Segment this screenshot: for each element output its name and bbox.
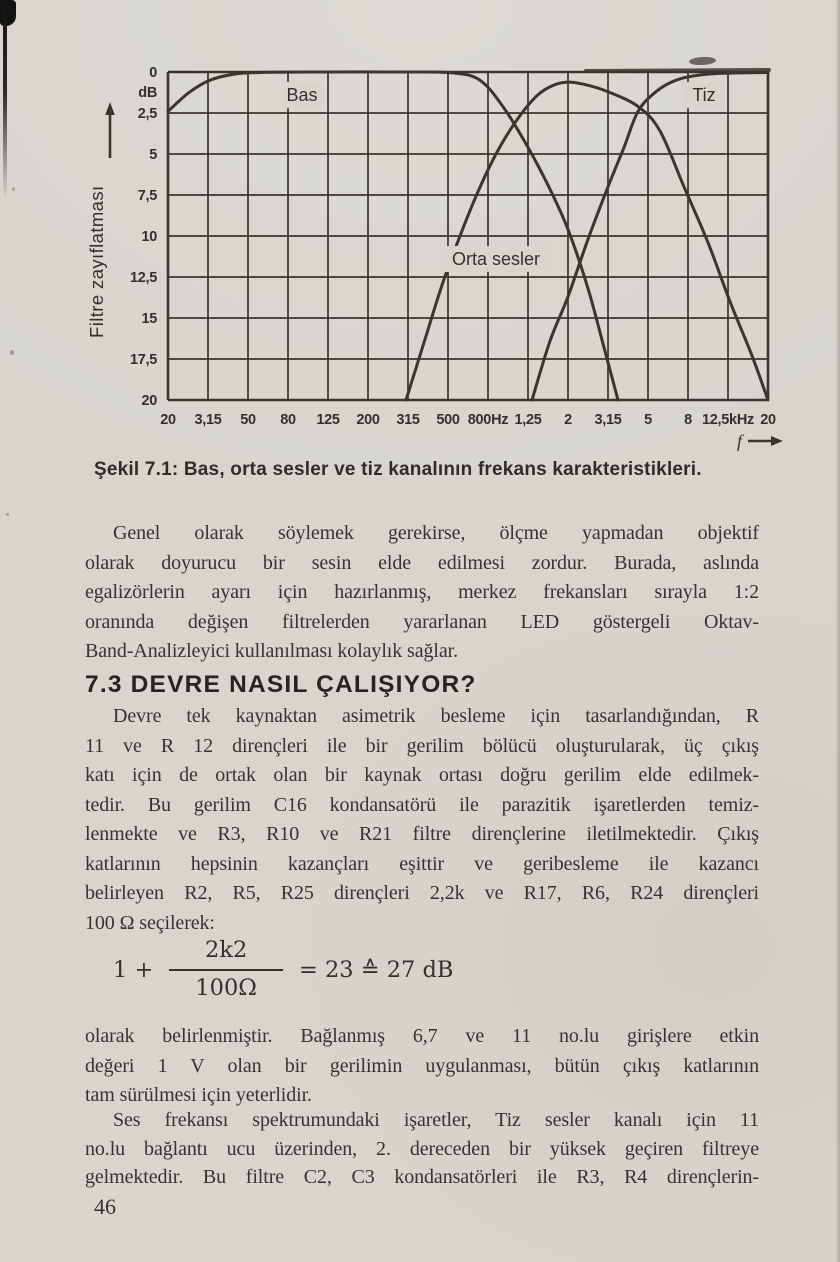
- x-tick-label: 200: [356, 412, 380, 428]
- x-tick-label: 12,5kHz: [702, 412, 754, 428]
- page-number: 46: [94, 1194, 116, 1219]
- frequency-response-chart: [0, 0, 840, 455]
- curve-label: Orta sesler: [451, 248, 541, 269]
- y-axis-title: Filtre zayıflatması: [86, 185, 107, 338]
- y-tick-label: 12,5: [129, 270, 157, 286]
- text-line: no.lu bağlantı ucu üzerinden, 2. dereceden bir yüksek geçiren filtreye: [85, 1137, 759, 1160]
- text-line: egalizörlerin ayarı için hazırlanmış, merkez frekansları sırayla 1:2: [85, 581, 759, 603]
- right-arrow-icon: [771, 436, 783, 446]
- x-tick-label: 3,15: [594, 412, 622, 428]
- text-line: oranında değişen filtrelerden yararlanan LED göstergeli Oktav-: [85, 610, 759, 633]
- figure-7-1: [0, 0, 840, 460]
- text-line: tam sürülmesi için yeterlidir.: [85, 1084, 312, 1106]
- x-tick-label: 80: [280, 412, 296, 428]
- y-tick-label: 10: [141, 229, 157, 245]
- text-line: tedir. Bu gerilim C16 kondansatörü ile parazitik işaretlerden temiz-: [85, 793, 759, 816]
- section-heading: 7.3 DEVRE NASIL ÇALIŞIYOR?: [85, 671, 477, 698]
- y-tick-label: 15: [141, 311, 157, 327]
- x-tick-label: 20: [160, 412, 176, 428]
- text-line: Band-Analizleyici kullanılması kolaylık sağlar.: [85, 640, 458, 662]
- text-line: 100 Ω seçilerek:: [85, 911, 215, 934]
- x-tick-label: 20: [760, 412, 776, 428]
- paragraph-treble-filter: [85, 1106, 759, 1192]
- text-line: olarak belirlenmiştir. Bağlanmış 6,7 ve 11 no.lu girişlere etkin: [85, 1025, 759, 1047]
- y-tick-label: 20: [141, 393, 157, 409]
- x-tick-label: 315: [396, 412, 420, 428]
- formula-denominator: 100Ω: [169, 969, 283, 1002]
- text-line: Ses frekansı spektrumundaki işaretler, Tiz sesler kanalı için 11: [113, 1109, 759, 1131]
- text-line: katlarının hepsinin kazançları eşittir ve geribesleme ile kazancı: [85, 852, 759, 875]
- y-tick-label: 2,5: [137, 106, 157, 122]
- curve-label: Bas: [286, 84, 318, 105]
- gain-formula: [113, 938, 453, 1002]
- text-line: Genel olarak söylemek gerekirse, ölçme yapmadan objektif: [113, 522, 759, 544]
- y-tick-label: 7,5: [137, 188, 157, 204]
- y-axis-unit: dB: [138, 85, 157, 101]
- text-line: Devre tek kaynaktan asimetrik besleme için tasarlandığından, R: [113, 705, 759, 727]
- paragraph-intro: [85, 519, 759, 667]
- x-axis-title: f: [737, 431, 743, 451]
- text-line: belirleyen R2, R5, R25 dirençleri 2,2k ve R17, R6, R24 dirençleri: [85, 882, 759, 904]
- x-tick-label: 5: [644, 412, 652, 428]
- x-tick-label: 2: [564, 412, 572, 428]
- x-tick-label: 50: [240, 412, 256, 428]
- formula-fraction: [169, 938, 283, 1002]
- paragraph-gain: [85, 1022, 759, 1111]
- y-tick-label: 17,5: [129, 352, 157, 368]
- text-line: olarak doyurucu bir sesin elde edilmesi zordur. Burada, aslında: [85, 551, 759, 574]
- border-ink-artifact: [586, 70, 769, 71]
- text-line: gelmektedir. Bu filtre C2, C3 kondansatörleri ile R3, R4 dirençlerin-: [85, 1166, 759, 1188]
- formula-lead: 1 +: [113, 956, 154, 983]
- up-arrow-icon: [105, 102, 115, 115]
- formula-numerator: 2k2: [205, 937, 248, 963]
- y-tick-label: 0: [149, 65, 157, 81]
- curve-label: Tiz: [692, 84, 716, 105]
- text-line: değeri 1 V olan bir gerilimin uygulanması, bütün çıkış katlarının: [85, 1054, 759, 1077]
- text-line: lenmekte ve R3, R10 ve R21 filtre dirençlerine iletilmektedir. Çıkış: [85, 823, 759, 845]
- x-tick-label: 3,15: [194, 412, 222, 428]
- text-line: katı için de ortak olan bir kaynak ortası doğru gerilim elde edilmek-: [85, 764, 759, 786]
- text-line: 11 ve R 12 dirençleri ile bir gerilim bölücü oluşturularak, üç çıkış: [85, 734, 759, 757]
- x-tick-label: 125: [316, 412, 340, 428]
- scan-speck: [6, 513, 9, 516]
- y-tick-label: 5: [149, 147, 157, 163]
- figure-caption: Şekil 7.1: Bas, orta sesler ve tiz kanalının frekans karakteristikleri.: [94, 459, 702, 480]
- paragraph-circuit: [85, 702, 759, 938]
- x-tick-label: 800Hz: [467, 412, 509, 428]
- formula-result: = 23 ≙ 27 dB: [298, 956, 454, 983]
- x-tick-label: 1,25: [514, 412, 542, 428]
- x-tick-label: 500: [436, 412, 460, 428]
- x-tick-label: 8: [684, 412, 692, 428]
